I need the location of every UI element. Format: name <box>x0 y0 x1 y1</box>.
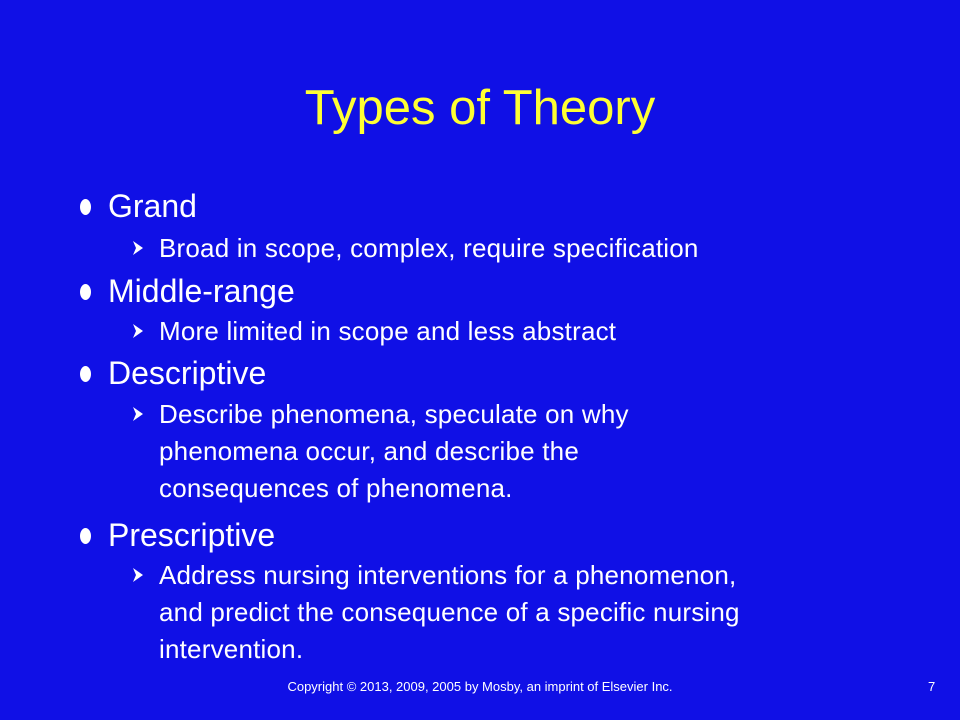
bullet-prescriptive <box>80 517 275 553</box>
sub-bullet-line: consequences of phenomena. <box>159 473 513 503</box>
bullet-label: Middle-range <box>108 273 295 309</box>
sub-bullet-grand <box>133 230 699 267</box>
sub-bullet-text <box>159 313 616 350</box>
bullet-dot-icon <box>80 366 91 382</box>
sub-bullet-line: Describe phenomena, speculate on why <box>159 399 629 429</box>
copyright-footer: Copyright © 2013, 2009, 2005 by Mosby, an imprint of Elsevier Inc. <box>287 679 673 694</box>
arrow-bullet-icon <box>133 324 143 338</box>
sub-bullet-middle-range <box>133 313 616 350</box>
sub-bullet-line: Address nursing interventions for a phenomenon, <box>159 560 737 590</box>
bullet-label: Grand <box>108 188 197 224</box>
sub-bullet-line: phenomena occur, and describe the <box>159 436 579 466</box>
slide-title: Types of Theory <box>304 81 656 135</box>
sub-bullet-text <box>159 396 629 507</box>
sub-bullet-prescriptive <box>133 557 740 668</box>
bullet-dot-icon <box>80 284 91 300</box>
sub-bullet-line: and predict the consequence of a specific nursing <box>159 597 740 627</box>
sub-bullet-text <box>159 557 740 668</box>
arrow-bullet-icon <box>133 241 143 255</box>
sub-bullet-text <box>159 230 699 267</box>
bullet-grand <box>80 188 197 224</box>
sub-bullet-descriptive <box>133 396 629 507</box>
bullet-middle-range <box>80 273 295 309</box>
sub-bullet-line: Broad in scope, complex, require specification <box>159 233 699 263</box>
bullet-label: Descriptive <box>108 355 267 391</box>
bullet-label: Prescriptive <box>108 517 276 553</box>
arrow-bullet-icon <box>133 407 143 421</box>
bullet-dot-icon <box>80 199 91 215</box>
bullet-descriptive <box>80 355 266 391</box>
arrow-bullet-icon <box>133 568 143 582</box>
sub-bullet-line: More limited in scope and less abstract <box>159 316 617 346</box>
sub-bullet-line: intervention. <box>159 634 304 664</box>
bullet-dot-icon <box>80 528 91 544</box>
page-number: 7 <box>928 679 936 694</box>
